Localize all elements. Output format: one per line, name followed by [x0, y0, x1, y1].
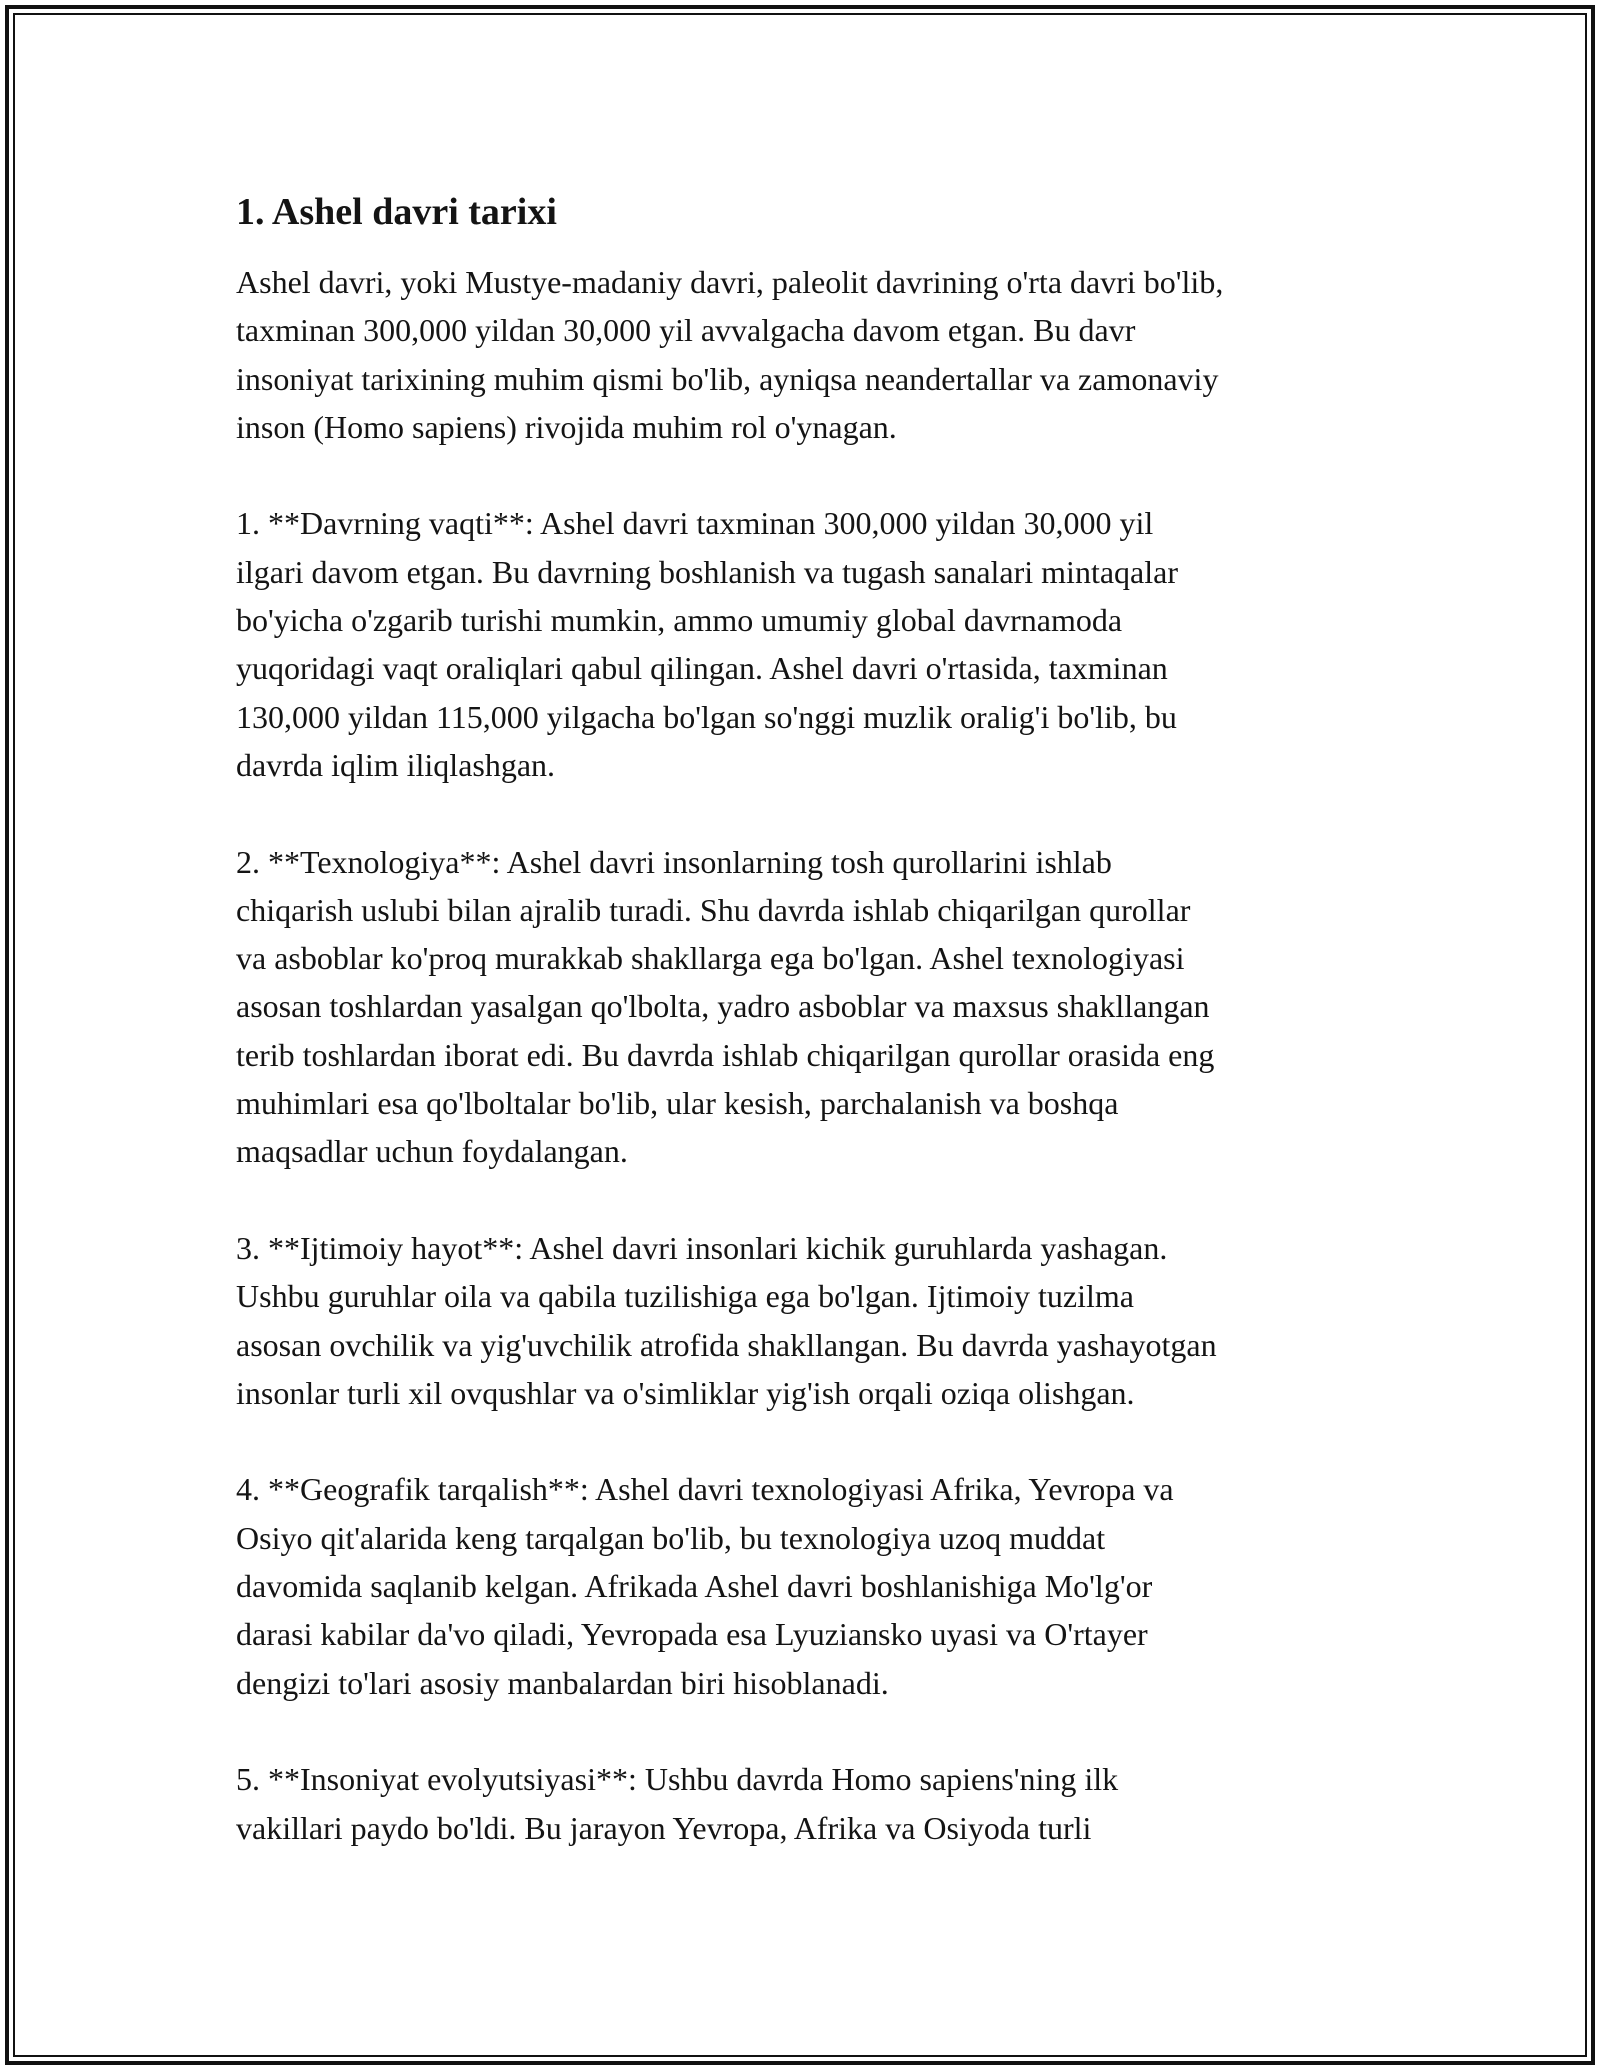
paragraph-line: ilgari davom etgan. Bu davrning boshlanish va tugash sanalari mintaqalar: [236, 553, 1178, 590]
section-social-life-paragraph: [236, 1224, 1386, 1417]
paragraph-line: davomida saqlanib kelgan. Afrikada Ashel davri boshlanishiga Mo'lg'or: [236, 1568, 1153, 1605]
paragraph-line: vakillari paydo bo'ldi. Bu jarayon Yevropa, Afrika va Osiyoda turli: [236, 1809, 1092, 1846]
paragraph-line: 1. **Davrning vaqti**: Ashel davri taxminan 300,000 yildan 30,000 yil: [236, 505, 1154, 542]
paragraph-line: va asboblar ko'proq murakkab shakllarga ega bo'lgan. Ashel texnologiyasi: [236, 940, 1185, 977]
paragraph-line: 5. **Insoniyat evolyutsiyasi**: Ushbu davrda Homo sapiens'ning ilk: [236, 1761, 1119, 1798]
section-time-period-paragraph: [236, 499, 1386, 789]
intro-paragraph: [236, 258, 1386, 451]
paragraph-line: chiqarish uslubi bilan ajralib turadi. Shu davrda ishlab chiqarilgan qurollar: [236, 891, 1191, 928]
paragraph-line: 2. **Texnologiya**: Ashel davri insonlarning tosh qurollarini ishlab: [236, 843, 1112, 880]
paragraph-line: insoniyat tarixining muhim qismi bo'lib, ayniqsa neandertallar va zamonaviy: [236, 360, 1219, 397]
document-title: 1. Ashel davri tarixi: [236, 191, 557, 233]
section-technology-paragraph: [236, 838, 1386, 1176]
paragraph-line: taxminan 300,000 yildan 30,000 yil avvalgacha davom etgan. Bu davr: [236, 312, 1136, 349]
section-geography-paragraph: [236, 1465, 1386, 1706]
paragraph-line: dengizi to'lari asosiy manbalardan biri hisoblanadi.: [236, 1664, 889, 1701]
paragraph-line: inson (Homo sapiens) rivojida muhim rol o'ynagan.: [236, 408, 897, 445]
paragraph-line: asosan ovchilik va yig'uvchilik atrofida shakllangan. Bu davrda yashayotgan: [236, 1326, 1217, 1363]
paragraph-line: 4. **Geografik tarqalish**: Ashel davri texnologiyasi Afrika, Yevropa va: [236, 1471, 1174, 1508]
paragraph-line: muhimlari esa qo'lboltalar bo'lib, ular kesish, parchalanish va boshqa: [236, 1085, 1119, 1122]
paragraph-line: 3. **Ijtimoiy hayot**: Ashel davri insonlari kichik guruhlarda yashagan.: [236, 1229, 1168, 1266]
paragraph-line: 130,000 yildan 115,000 yilgacha bo'lgan so'nggi muzlik oralig'i bo'lib, bu: [236, 698, 1177, 735]
paragraph-line: darasi kabilar da'vo qiladi, Yevropada esa Lyuziansko uyasi va O'rtayer: [236, 1616, 1148, 1653]
paragraph-line: Osiyo qit'alarida keng tarqalgan bo'lib, bu texnologiya uzoq muddat: [236, 1519, 1106, 1556]
paragraph-line: Ushbu guruhlar oila va qabila tuzilishiga ega bo'lgan. Ijtimoiy tuzilma: [236, 1278, 1134, 1315]
paragraph-line: insonlar turli xil ovqushlar va o'simliklar yig'ish orqali oziqa olishgan.: [236, 1374, 1135, 1411]
paragraph-line: yuqoridagi vaqt oraliqlari qabul qilingan. Ashel davri o'rtasida, taxminan: [236, 650, 1168, 687]
paragraph-line: davrda iqlim iliqlashgan.: [236, 746, 556, 783]
paragraph-line: maqsadlar uchun foydalangan.: [236, 1133, 628, 1170]
paragraph-line: terib toshlardan iborat edi. Bu davrda ishlab chiqarilgan qurollar orasida eng: [236, 1036, 1215, 1073]
section-evolution-paragraph: [236, 1755, 1386, 1852]
paragraph-line: bo'yicha o'zgarib turishi mumkin, ammo umumiy global davrnamoda: [236, 602, 1123, 639]
paragraph-line: Ashel davri, yoki Mustye-madaniy davri, paleolit davrining o'rta davri bo'lib,: [236, 264, 1224, 300]
paragraph-line: asosan toshlardan yasalgan qo'lbolta, yadro asboblar va maxsus shakllangan: [236, 988, 1210, 1025]
document-body: [236, 186, 1386, 1900]
